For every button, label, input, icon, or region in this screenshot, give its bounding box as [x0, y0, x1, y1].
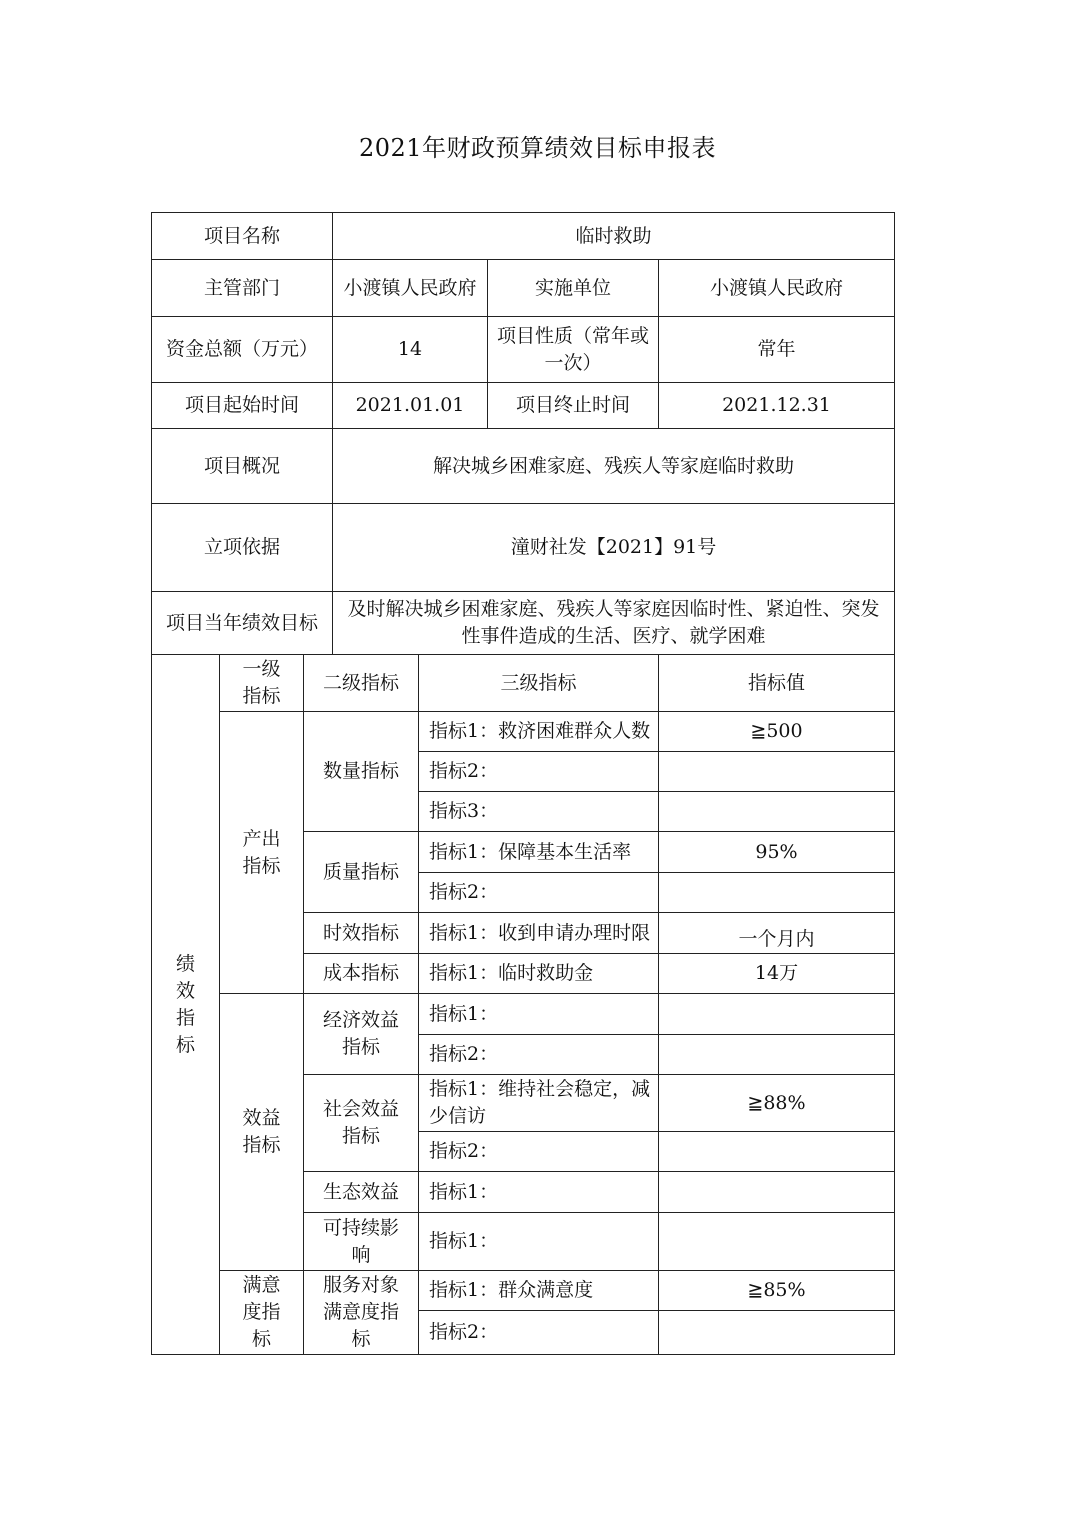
- indicator-value: ≧88%: [659, 1075, 895, 1132]
- row-goal: [152, 592, 895, 655]
- basis-value: 潼财社发【2021】91号: [333, 504, 895, 592]
- indicator-value: ≧500: [659, 712, 895, 752]
- start-value: 2021.01.01: [333, 383, 488, 429]
- basis-label: 立项依据: [152, 504, 333, 592]
- header-level3: 三级指标: [419, 655, 659, 712]
- output-indicators-label: 产出指标: [220, 712, 304, 994]
- indicator-name: 指标1：收到申请办理时限: [419, 913, 659, 954]
- end-label: 项目终止时间: [488, 383, 659, 429]
- satisfaction-indicators-label: 满意度指标: [220, 1271, 304, 1355]
- unit-value: 小渡镇人民政府: [659, 260, 895, 317]
- indicator-name: 指标1：维持社会稳定，减少信访: [419, 1075, 659, 1132]
- service-satisfaction-indicator-label: 服务对象满意度指标: [304, 1271, 419, 1355]
- indicator-name: 指标2：: [419, 1311, 659, 1355]
- indicator-header-row: [152, 655, 895, 712]
- funds-label: 资金总额（万元）: [152, 317, 333, 383]
- header-value: 指标值: [659, 655, 895, 712]
- table-row: [152, 712, 895, 752]
- indicator-name: 指标2：: [419, 1035, 659, 1075]
- row-department: [152, 260, 895, 317]
- header-level1: 一级指标: [220, 655, 304, 712]
- goal-label: 项目当年绩效目标: [152, 592, 333, 655]
- overview-value: 解决城乡困难家庭、残疾人等家庭临时救助: [333, 429, 895, 504]
- cost-indicator-label: 成本指标: [304, 954, 419, 994]
- indicator-name: 指标1：: [419, 994, 659, 1035]
- indicator-value: [659, 1132, 895, 1172]
- table-row: [152, 1271, 895, 1311]
- end-value: 2021.12.31: [659, 383, 895, 429]
- sustainable-indicator-label: 可持续影响: [304, 1213, 419, 1271]
- quantity-indicator-label: 数量指标: [304, 712, 419, 832]
- start-label: 项目起始时间: [152, 383, 333, 429]
- indicator-name: 指标1：临时救助金: [419, 954, 659, 994]
- social-indicator-label: 社会效益指标: [304, 1075, 419, 1172]
- header-level2: 二级指标: [304, 655, 419, 712]
- indicator-value: [659, 873, 895, 913]
- indicator-value: [659, 994, 895, 1035]
- row-period: [152, 383, 895, 429]
- row-project-name: [152, 213, 895, 260]
- unit-label: 实施单位: [488, 260, 659, 317]
- benefit-indicators-label: 效益指标: [220, 994, 304, 1271]
- indicator-value: 95%: [659, 832, 895, 873]
- indicator-name: 指标1：保障基本生活率: [419, 832, 659, 873]
- ecological-indicator-label: 生态效益: [304, 1172, 419, 1213]
- row-overview: [152, 429, 895, 504]
- overview-label: 项目概况: [152, 429, 333, 504]
- nature-label: 项目性质（常年或一次）: [488, 317, 659, 383]
- indicator-value: [659, 1035, 895, 1075]
- indicator-value: [659, 1213, 895, 1271]
- funds-value: 14: [333, 317, 488, 383]
- indicator-name: 指标2：: [419, 1132, 659, 1172]
- nature-value: 常年: [659, 317, 895, 383]
- indicator-value: [659, 792, 895, 832]
- goal-value: 及时解决城乡困难家庭、残疾人等家庭因临时性、紧迫性、突发性事件造成的生活、医疗、就学困难: [333, 592, 895, 655]
- indicator-name: 指标3：: [419, 792, 659, 832]
- dept-label: 主管部门: [152, 260, 333, 317]
- dept-value: 小渡镇人民政府: [333, 260, 488, 317]
- indicator-name: 指标1：群众满意度: [419, 1271, 659, 1311]
- indicator-value: ≧85%: [659, 1271, 895, 1311]
- indicator-value: [659, 1311, 895, 1355]
- project-name-value: 临时救助: [333, 213, 895, 260]
- indicator-value: 14万: [659, 954, 895, 994]
- economic-indicator-label: 经济效益指标: [304, 994, 419, 1075]
- indicator-value: [659, 1172, 895, 1213]
- performance-goal-form: [151, 212, 895, 1355]
- indicator-name: 指标2：: [419, 873, 659, 913]
- indicator-value: [659, 752, 895, 792]
- indicator-name: 指标2：: [419, 752, 659, 792]
- project-name-label: 项目名称: [152, 213, 333, 260]
- table-row: [152, 994, 895, 1035]
- indicator-value: 一个月内: [659, 913, 895, 954]
- page-title: 2021年财政预算绩效目标申报表: [358, 134, 717, 162]
- indicator-name: 指标1：: [419, 1172, 659, 1213]
- indicator-name: 指标1：: [419, 1213, 659, 1271]
- performance-indicators-label: 绩效指标: [152, 655, 220, 1355]
- quality-indicator-label: 质量指标: [304, 832, 419, 913]
- row-basis: [152, 504, 895, 592]
- timeliness-indicator-label: 时效指标: [304, 913, 419, 954]
- row-funds: [152, 317, 895, 383]
- indicator-name: 指标1：救济困难群众人数: [419, 712, 659, 752]
